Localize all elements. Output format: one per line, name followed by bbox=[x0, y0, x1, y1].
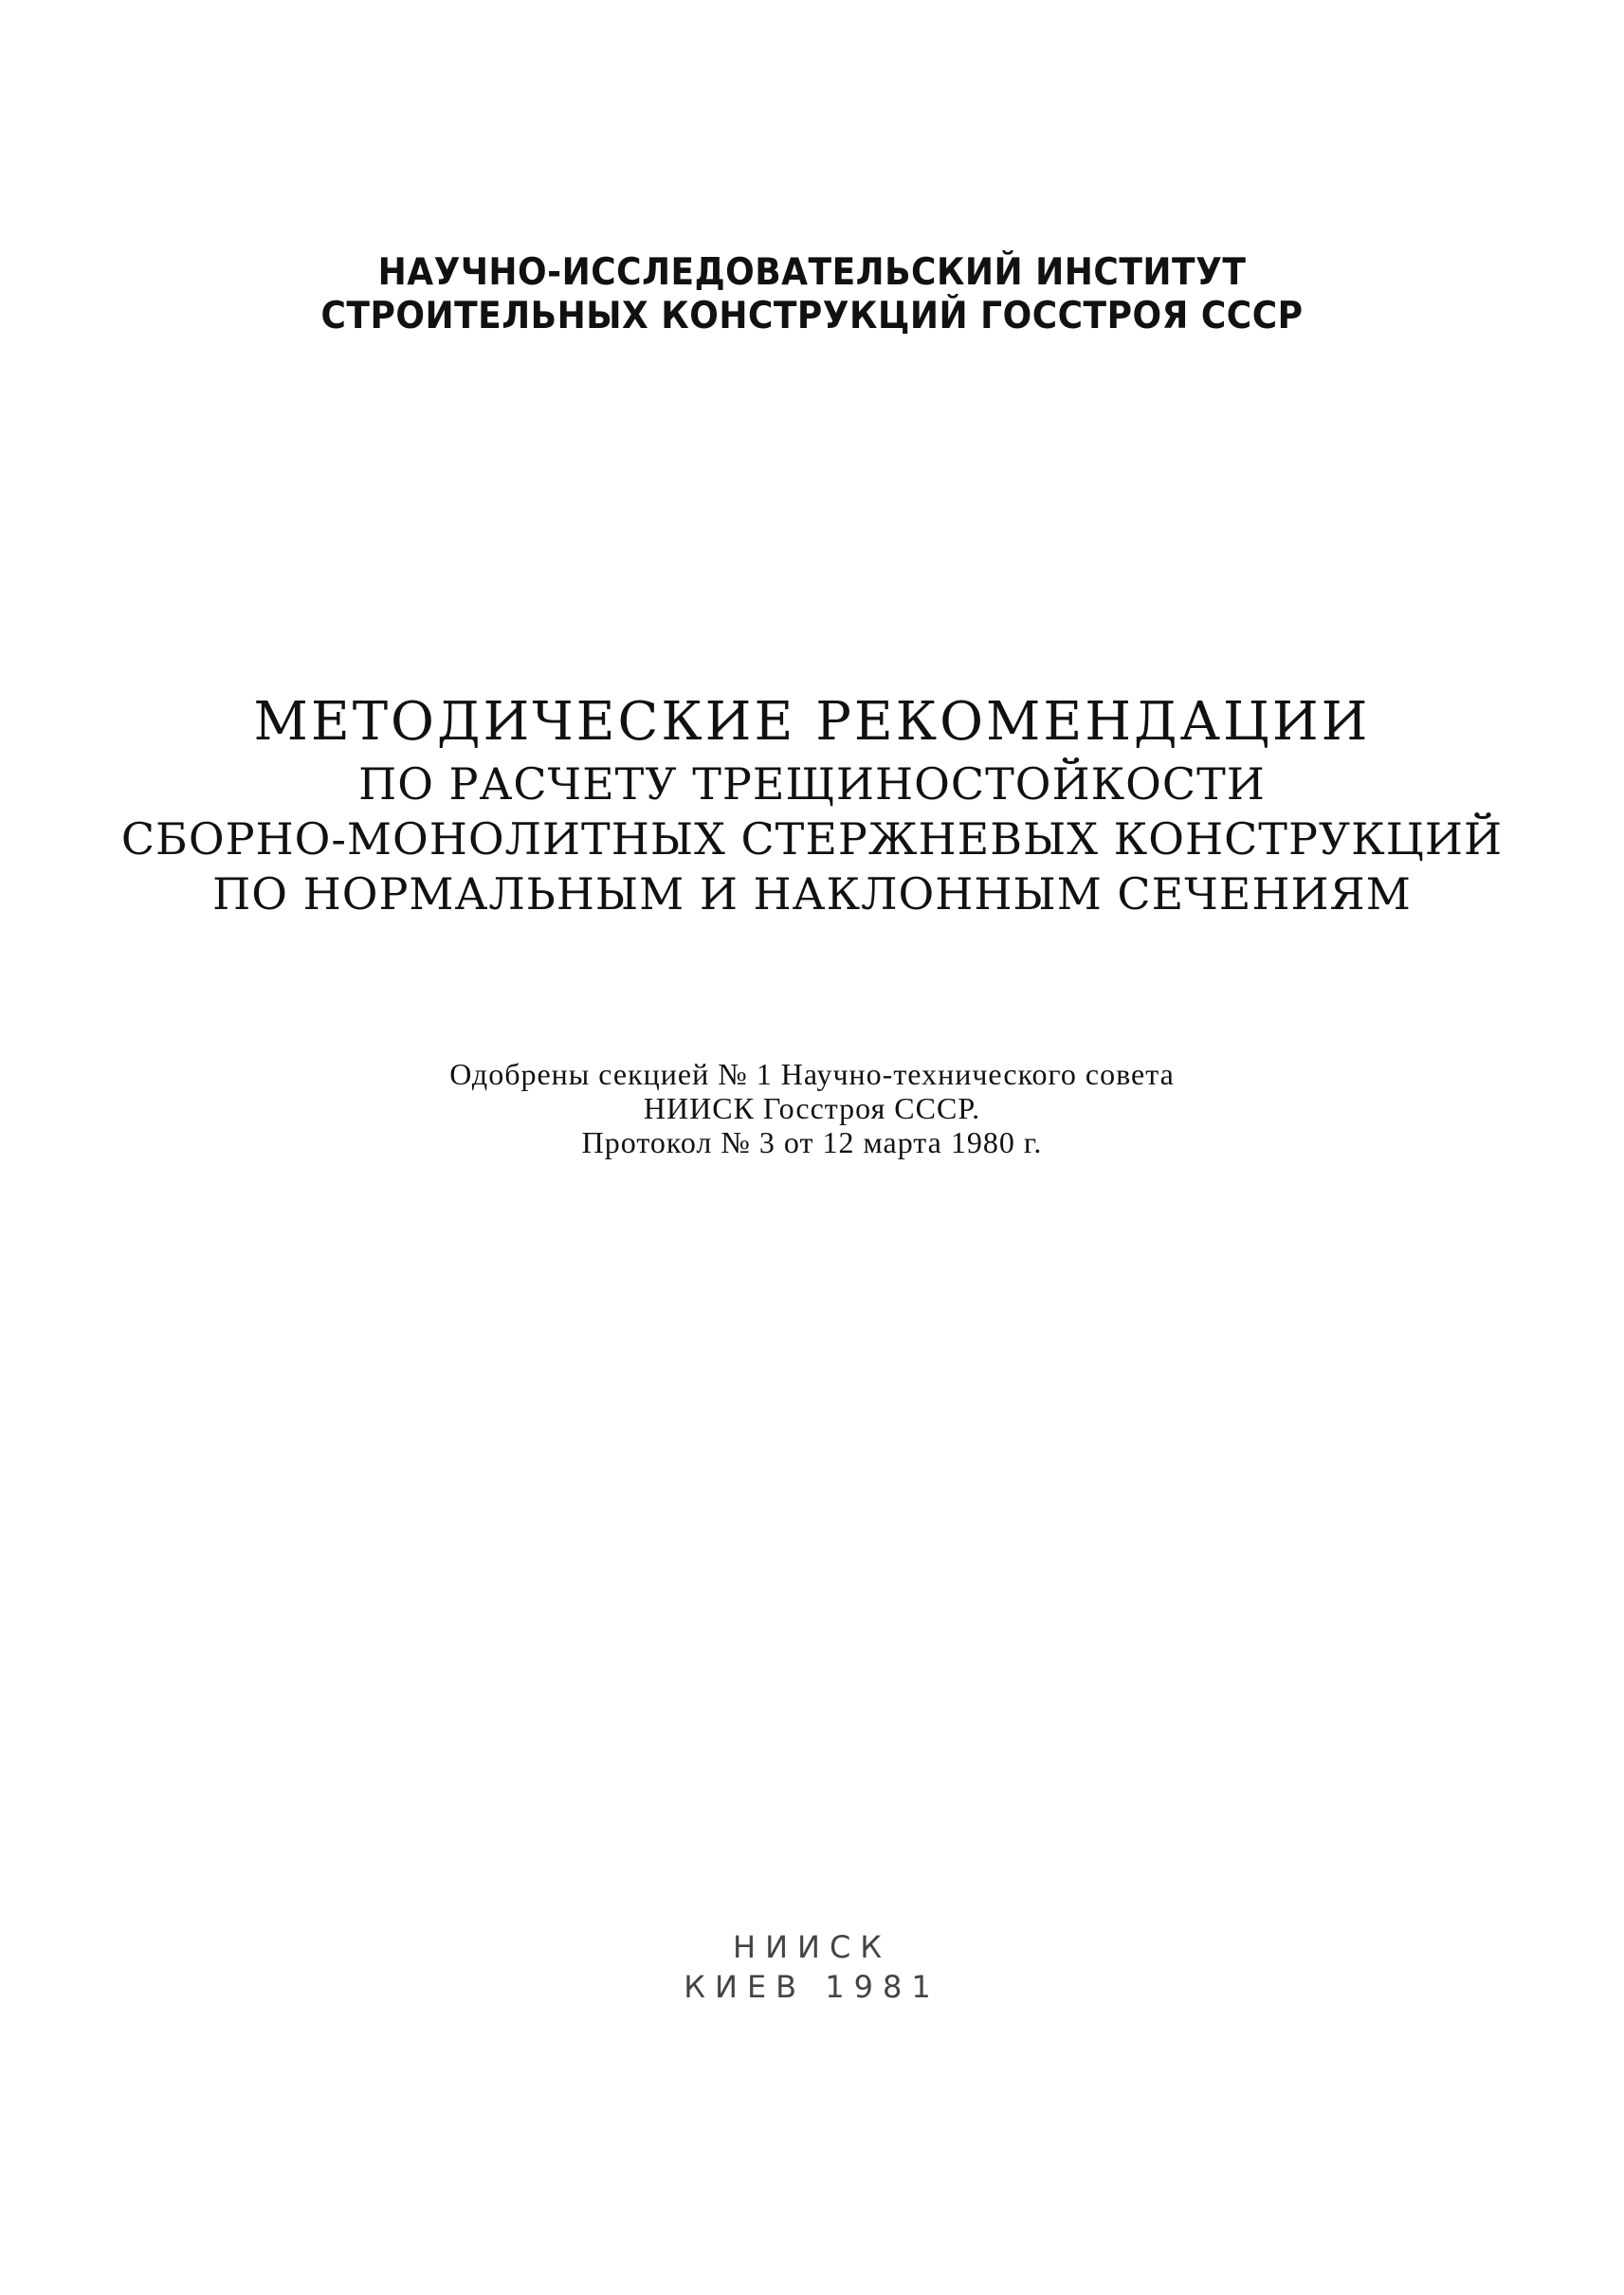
imprint-publisher: НИИСК bbox=[733, 1929, 891, 1965]
approval-note bbox=[0, 1057, 1624, 1159]
approval-line-3: Протокол № 3 от 12 марта 1980 г. bbox=[581, 1125, 1043, 1159]
institution-line-2: СТРОИТЕЛЬНЫХ КОНСТРУКЦИЙ ГОССТРОЯ СССР bbox=[320, 295, 1304, 337]
imprint-place-year: КИЕВ 1981 bbox=[684, 1969, 940, 2005]
publisher-imprint bbox=[0, 1927, 1624, 2007]
title-line-3: СБОРНО-МОНОЛИТНЫХ СТЕРЖНЕВЫХ КОНСТРУКЦИЙ bbox=[120, 813, 1504, 865]
institution-line-1: НАУЧНО-ИССЛЕДОВАТЕЛЬСКИЙ ИНСТИТУТ bbox=[377, 251, 1247, 294]
title-line-4: ПО НОРМАЛЬНЫМ И НАКЛОННЫМ СЕЧЕНИЯМ bbox=[212, 868, 1412, 920]
document-title bbox=[0, 690, 1624, 921]
title-line-1: МЕТОДИЧЕСКИЕ РЕКОМЕНДАЦИИ bbox=[253, 691, 1371, 753]
institution-header bbox=[0, 251, 1624, 338]
title-line-2: ПО РАСЧЕТУ ТРЕЩИНОСТОЙКОСТИ bbox=[358, 758, 1266, 810]
approval-line-1: Одобрены секцией № 1 Научно-технического совета bbox=[449, 1057, 1175, 1091]
approval-line-2: НИИСК Госстроя СССР. bbox=[643, 1091, 981, 1125]
